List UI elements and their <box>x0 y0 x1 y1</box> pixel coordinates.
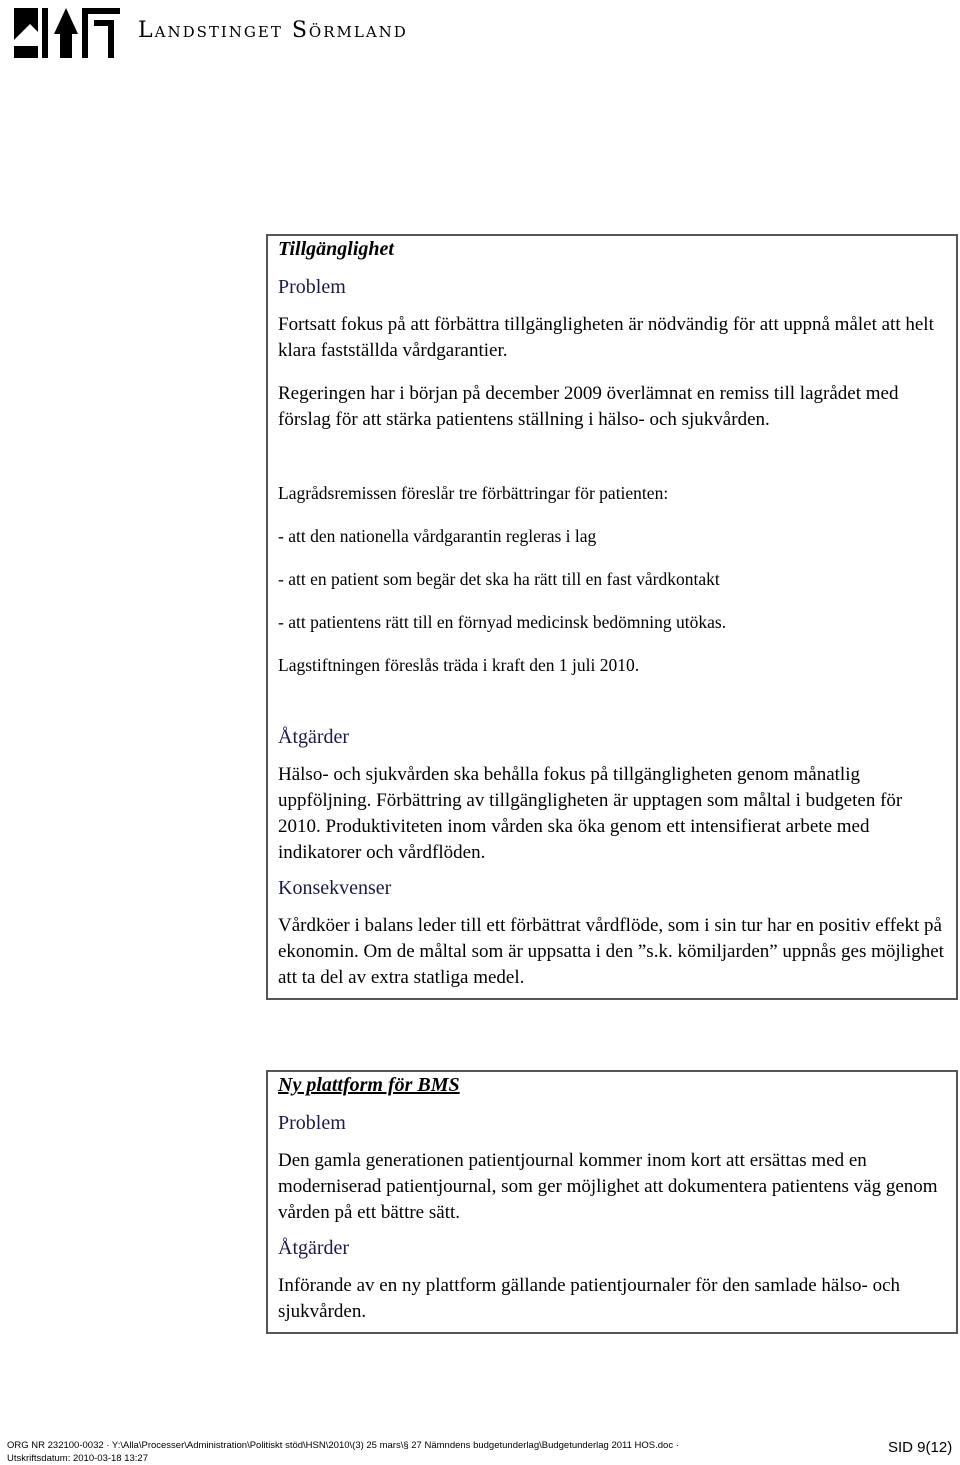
section-ny-plattform <box>266 1070 958 1334</box>
konsekvenser-paragraph: Vårdköer i balans leder till ett förbättrat vårdflöde, som i sin tur har en positiv effekt på ekonomin. Om de måltal som är uppsatta i den ”s.k. kömiljarden” uppnås ges möjlighet att ta del av extra statliga medel. <box>278 915 944 988</box>
remiss-item-3: - att patientens rätt till en förnyad medicinsk bedömning utökas. <box>278 612 727 632</box>
atgarder-paragraph: Hälso- och sjukvården ska behålla fokus på tillgängligheten genom månatlig uppföljning. Förbättring av tillgängligheten är upptagen som måltal i budgeten för 2010. Produktiviteten inom vården ska öka genom ett intensifierat arbete med indikatorer och vårdflöden. <box>278 764 903 863</box>
organization-name: Landstinget Sörmland <box>138 18 408 43</box>
section-title: Ny plattform för BMS <box>278 1074 460 1096</box>
section-title: Tillgänglighet <box>278 238 394 260</box>
remiss-outro: Lagstiftningen föreslås träda i kraft den 1 juli 2010. <box>278 655 640 675</box>
atgarder-paragraph: Införande av en ny plattform gällande patientjournaler för den samlade hälso- och sjukvården. <box>278 1275 901 1322</box>
page-number: SID 9(12) <box>888 1439 953 1456</box>
footer-path: ORG NR 232100-0032 · Y:\Alla\Processer\Administration\Politiskt stöd\HSN\2010\(3) 25 mars\§ 27 Nämndens budgetunderlag\Budgetunderlag 2011 HOS.doc · <box>7 1440 679 1451</box>
footer-print-date: Utskriftsdatum: 2010-03-18 13:27 <box>7 1453 148 1464</box>
problem-paragraph-1: Fortsatt fokus på att förbättra tillgängligheten är nödvändig för att uppnå målet att helt klara fastställda vårdgarantier. <box>278 314 934 361</box>
page-header <box>8 4 428 64</box>
problem-paragraph-2: Regeringen har i början på december 2009 överlämnat en remiss till lagrådet med förslag för att stärka patientens ställning i hälso- och sjukvården. <box>278 383 899 430</box>
landstinget-sormland-logo-icon <box>8 4 126 62</box>
atgarder-heading: Åtgärder <box>278 726 350 748</box>
problem-heading: Problem <box>278 276 346 298</box>
remiss-item-1: - att den nationella vårdgarantin regleras i lag <box>278 526 597 546</box>
section-tillganglighet <box>266 234 958 1000</box>
remiss-intro: Lagrådsremissen föreslår tre förbättringar för patienten: <box>278 483 669 503</box>
problem-paragraph: Den gamla generationen patientjournal kommer inom kort att ersättas med en moderniserad patientjournal, som ger möjlighet att dokumentera patientens väg genom vården på ett bättre sätt. <box>278 1150 938 1223</box>
problem-heading: Problem <box>278 1112 346 1134</box>
footer-document-info <box>7 1439 679 1465</box>
konsekvenser-heading: Konsekvenser <box>278 877 392 899</box>
remiss-item-2: - att en patient som begär det ska ha rätt till en fast vårdkontakt <box>278 569 720 589</box>
atgarder-heading: Åtgärder <box>278 1237 350 1259</box>
